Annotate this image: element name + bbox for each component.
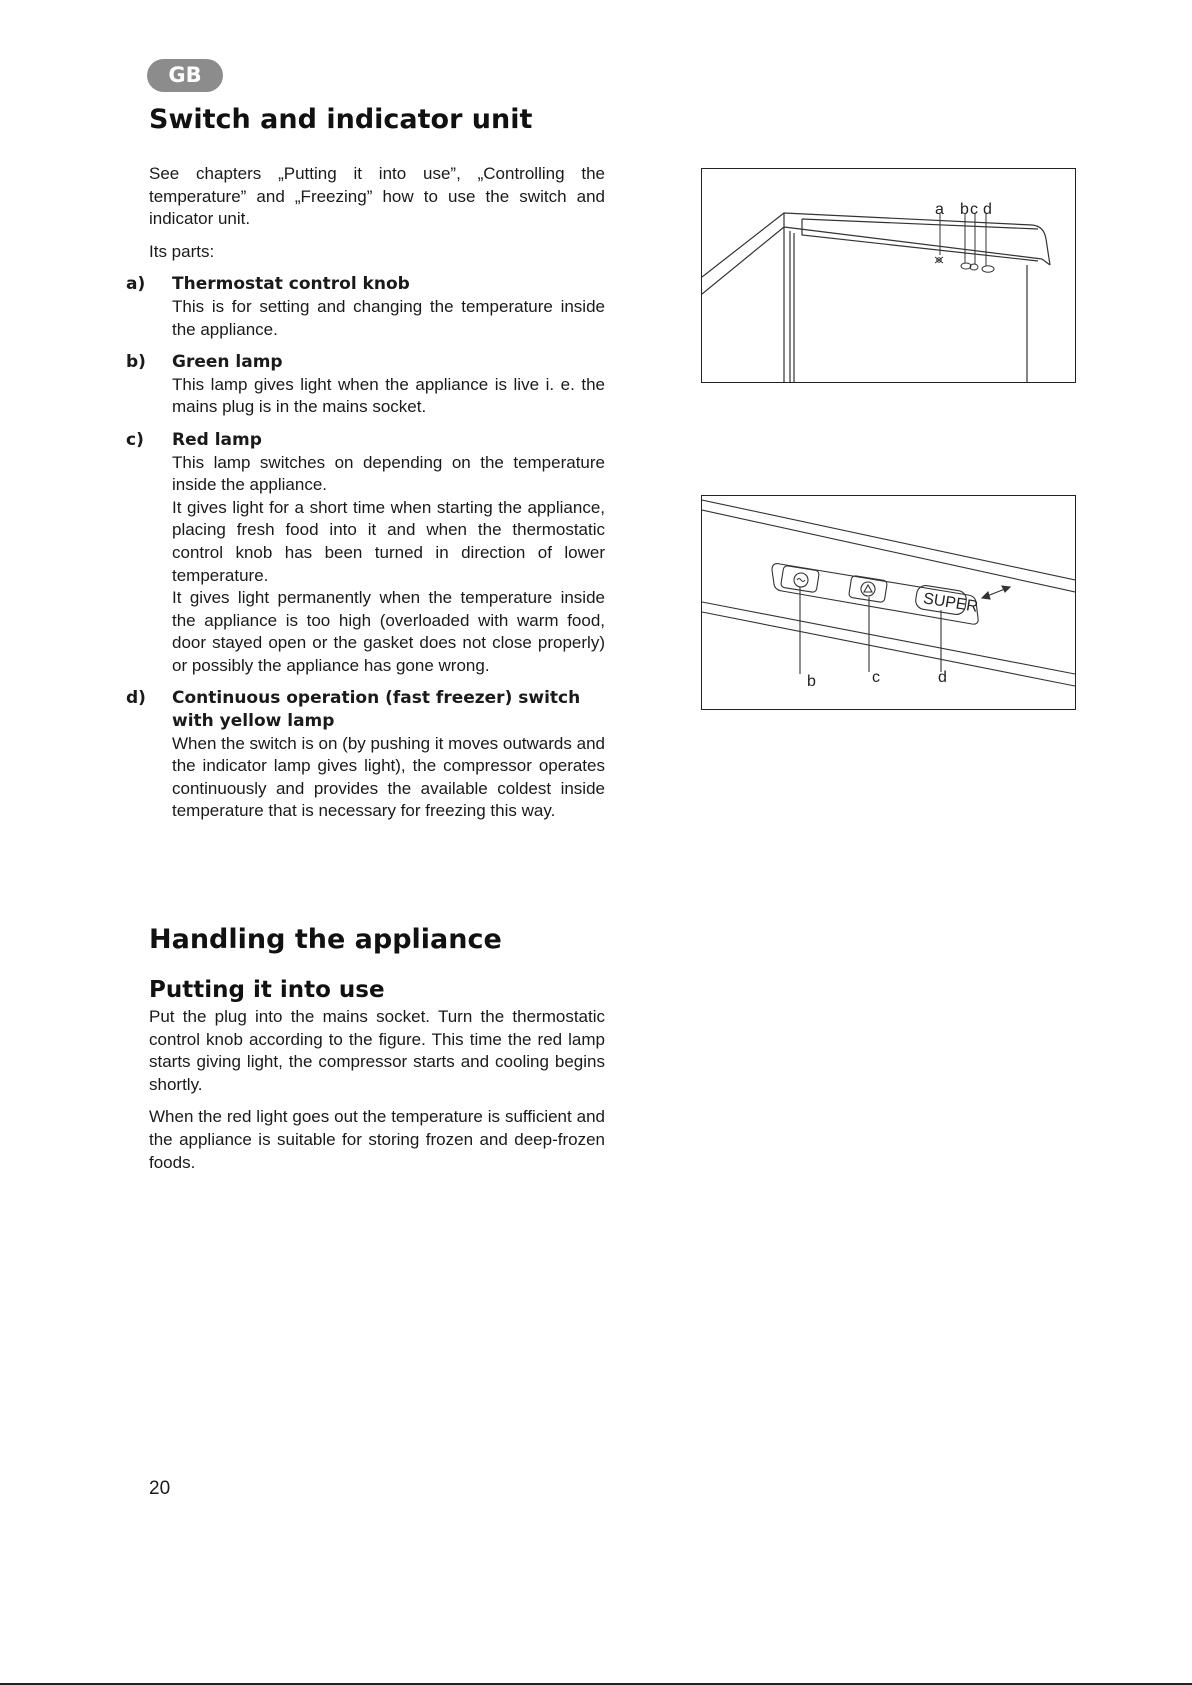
parts-label: Its parts: [149, 241, 215, 261]
callout-label-c: c [970, 201, 978, 218]
callout-label-d: d [938, 669, 947, 686]
part-b [126, 351, 605, 419]
callout-label-d: d [983, 201, 992, 218]
section-title: Handling the appliance [149, 924, 502, 955]
part-title: Continuous operation (fast freezer) switch with yellow lamp [172, 688, 581, 732]
switch-closeup-drawing [702, 496, 1075, 709]
part-text: This lamp switches on depending on the temperature inside the appliance. [172, 452, 605, 495]
part-letter: d) [126, 688, 146, 709]
subsection-title: Putting it into use [149, 977, 385, 1003]
part-letter: b) [126, 352, 146, 373]
callout-label-b: b [807, 673, 816, 690]
figure-switch-closeup [701, 495, 1076, 710]
part-title: Red lamp [172, 429, 262, 450]
body-paragraph: Put the plug into the mains socket. Turn the thermostatic control knob according to the figure. This time the red lamp starts giving light, the compressor starts and cooling begins shortly. [149, 1007, 605, 1094]
part-text: When the switch is on (by pushing it moves outwards and the indicator lamp gives light), the compressor operates continuously and provides the available coldest inside temperature that is necessary for freezing this way. [172, 733, 605, 821]
part-title: Green lamp [172, 352, 283, 373]
super-button-text: SUPER [921, 590, 980, 616]
part-letter: a) [126, 274, 146, 295]
intro-paragraph: See chapters „Putting it into use”, „Controlling the temperature” and „Freezing” how to use the switch and indicator unit. [149, 164, 605, 229]
part-text: It gives light permanently when the temperature inside the appliance is too high (overloaded with warm food, door stayed open or the gasket does not close properly) or possibly the appliance has gone wrong. [172, 588, 605, 675]
callout-label-c: c [872, 669, 880, 686]
part-text: It gives light for a short time when starting the appliance, placing fresh food into it and when the thermostatic control knob has been turned in direction of lower temperature. [172, 497, 605, 585]
body-paragraph: When the red light goes out the temperature is sufficient and the appliance is suitable for storing frozen and deep-frozen foods. [149, 1107, 605, 1172]
section-title: Switch and indicator unit [149, 104, 533, 135]
section-handling [149, 924, 605, 1174]
callout-label-a: a [935, 201, 944, 218]
part-a [126, 273, 605, 341]
figure-panel-overview [701, 168, 1076, 383]
part-c [126, 429, 605, 678]
part-letter: c) [126, 429, 144, 450]
part-text: This lamp gives light when the appliance is live i. e. the mains plug is in the mains socket. [172, 374, 605, 417]
appliance-top-drawing [702, 169, 1075, 382]
callout-label-b: b [960, 201, 969, 218]
part-text: This is for setting and changing the temperature inside the appliance. [172, 296, 605, 339]
section-switch-indicator [126, 104, 605, 823]
part-title: Thermostat control knob [172, 274, 410, 295]
language-badge: GB [147, 59, 223, 92]
part-d [126, 687, 605, 823]
page-number: 20 [149, 1478, 171, 1499]
